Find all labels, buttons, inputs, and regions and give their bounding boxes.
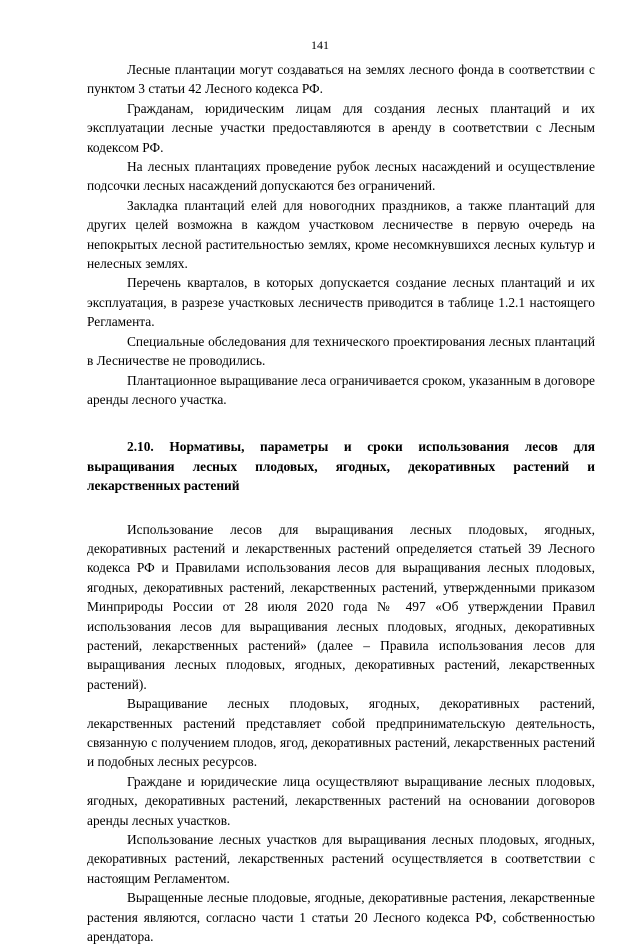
- paragraph: Граждане и юридические лица осуществляют выращивание лесных плодовых, ягодных, декоративных растений, лекарственных растений на основании договоров аренды лесных участков.: [87, 773, 595, 828]
- paragraph: На лесных плантациях проведение рубок лесных насаждений и осуществление подсочки лесных насаждений допускаются без ограничений.: [87, 159, 595, 194]
- paragraph: Закладка плантаций елей для новогодних праздников, а также плантаций для других целей возможна в каждом участковом лесничестве в первую очередь на непокрытых лесной растительностью землях, кроме несомкнувшихся лесных культур и нелесных землях.: [87, 197, 595, 272]
- document-body: [87, 60, 595, 946]
- paragraph: Лесные плантации могут создаваться на землях лесного фонда в соответствии с пунктом 3 статьи 42 Лесного кодекса РФ.: [87, 62, 595, 97]
- paragraph: Гражданам, юридическим лицам для создания лесных плантаций и их эксплуатации лесные участки предоставляются в аренду в соответствии с Лесным кодексом РФ.: [87, 100, 595, 155]
- paragraph: Перечень кварталов, в которых допускается создание лесных плантаций и их эксплуатация, в разрезе участковых лесничеств приводится в таблице 1.2.1 настоящего Регламента.: [87, 275, 595, 330]
- page-number: 141: [311, 38, 329, 52]
- paragraph: Использование лесов для выращивания лесных плодовых, ягодных, декоративных растений и лекарственных растений определяется статьей 39 Лесного кодекса РФ и Правилами использования лесов для выращивания лесных плодовых, ягодных, декоративных растений, лекарственных растений, утвержденными приказом Минприроды России от 28 июля 2020 года № 497 «Об утверждении Правил использования лесов для выращивания лесных плодовых, ягодных, декоративных растений, лекарственных растений» (далее – Правила использования лесов для выращивания лесных плодовых, ягодных, декоративных растений, лекарственных растений).: [87, 521, 595, 692]
- paragraph: Выращенные лесные плодовые, ягодные, декоративные растения, лекарственные растения являются, согласно части 1 статьи 20 Лесного кодекса РФ, собственностью арендатора.: [87, 890, 595, 945]
- section-heading: 2.10. Нормативы, параметры и сроки использования лесов для выращивания лесных плодовых, ягодных, декоративных растений и лекарственных растений: [87, 439, 595, 494]
- paragraph: Использование лесных участков для выращивания лесных плодовых, ягодных, декоративных растений, лекарственных растений осуществляется в соответствии с настоящим Регламентом.: [87, 832, 595, 886]
- paragraph: Выращивание лесных плодовых, ягодных, декоративных растений, лекарственных растений представляет собой предпринимательскую деятельность, связанную с получением плодов, ягод, декоративных растений, лекарственных растений и подобных лесных ресурсов.: [87, 696, 595, 770]
- paragraph: Плантационное выращивание леса ограничивается сроком, указанным в договоре аренды лесного участка.: [87, 372, 595, 407]
- paragraph: Специальные обследования для технического проектирования лесных плантаций в Лесничестве не проводились.: [87, 333, 595, 369]
